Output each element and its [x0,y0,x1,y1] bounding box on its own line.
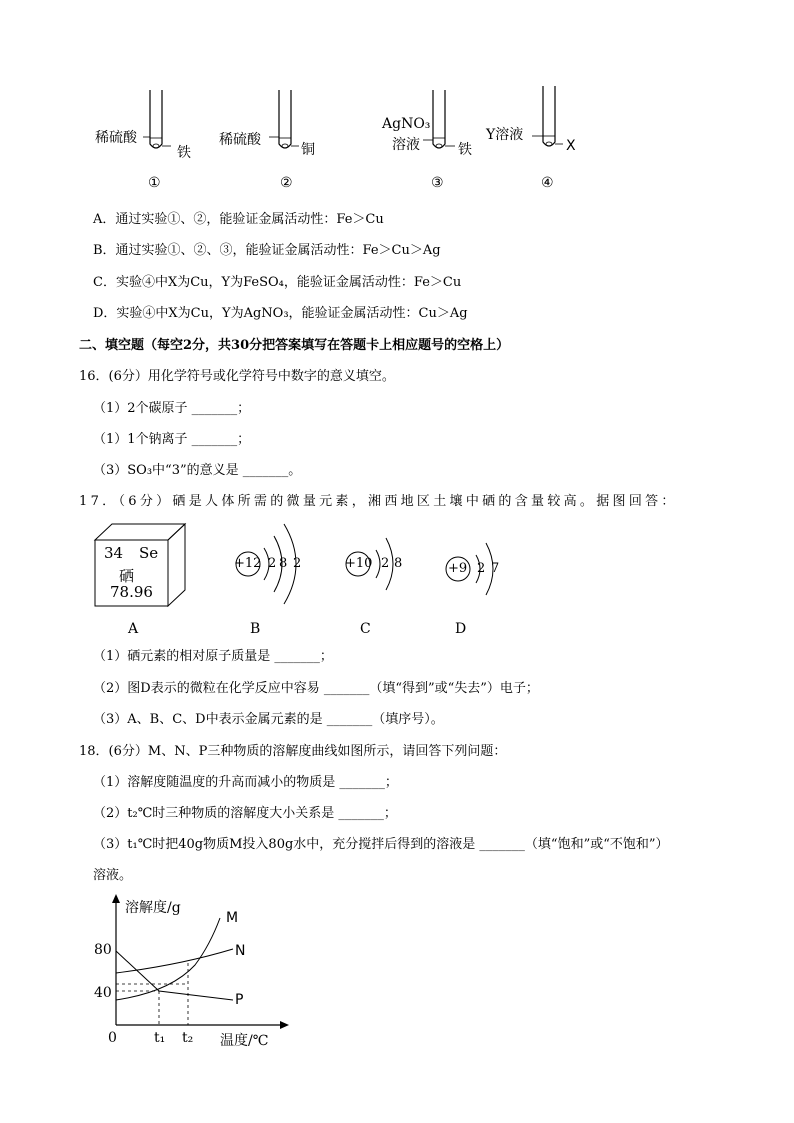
element-mass: 78.96 [110,583,153,601]
atom-c-nucleus: +10 [345,556,373,571]
test-tube-4 [532,86,563,146]
q16-item-2: （1）1个钠离子 _______； [93,432,251,447]
tube1-solution-label: 稀硫酸 [95,130,137,146]
tube4-metal-label: X [566,138,576,154]
y-tick-40: 40 [94,985,112,1001]
q17-stem: 17．（6分）硒是人体所需的微量元素，湘西地区土壤中硒的含量较高。据图回答： [79,494,678,509]
q17-item-1: （1）硒元素的相对原子质量是 _______； [93,649,333,664]
atom-b-shell-2: 8 [279,556,288,571]
label-a: A [128,621,139,637]
atom-c-shell-2: 8 [394,556,403,571]
q18-item-4: 溶液。 [93,868,133,883]
chart-x-label: 温度/℃ [220,1033,269,1049]
tube4-number: ④ [541,175,554,191]
option-d: D．实验④中X为Cu，Y为AgNO₃，能验证金属活动性：Cu＞Ag [93,306,468,321]
tube3-solution-label: 溶液 [392,137,420,153]
tube3-number: ③ [431,175,444,191]
element-name: 硒 [119,567,135,585]
tube2-solution-label: 稀硫酸 [219,132,261,148]
curve-p [116,951,233,1000]
tube1-metal-label: 铁 [177,145,191,161]
origin-label: 0 [108,1030,117,1046]
atom-b-shell-1: 2 [268,556,277,571]
tube2-metal-label: 铜 [301,142,315,158]
series-label-m: M [226,910,239,926]
option-a: A．通过实验①、②，能验证金属活动性：Fe＞Cu [93,212,384,227]
chart-y-label: 溶解度/g [125,900,181,916]
element-symbol: Se [139,544,159,562]
solubility-chart-svg [85,890,305,1060]
q16-stem: 16．(6分）用化学符号或化学符号中数字的意义填空。 [79,369,395,384]
y-tick-80: 80 [94,942,112,958]
q18-item-2: （2）t₂℃时三种物质的溶解度大小关系是 _______； [93,806,397,821]
series-label-p: P [235,992,244,1008]
tube4-solution-label: Y溶液 [486,127,524,143]
curve-m [116,918,220,1000]
element-number: 34 [104,544,124,562]
label-c: C [360,621,371,637]
option-b: B．通过实验①、②、③，能验证金属活动性：Fe＞Cu＞Ag [93,243,441,258]
q16-item-1: （1）2个碳原子 _______； [93,401,251,416]
atom-b-shell-3: 2 [293,556,302,571]
series-label-n: N [235,943,246,959]
q17-item-2: （2）图D表示的微粒在化学反应中容易 _______（填“得到”或“失去”）电子； [93,681,539,696]
tube1-number: ① [148,175,161,191]
atom-d-shell-2: 7 [491,561,500,576]
test-tube-1 [143,90,171,148]
option-c: C．实验④中X为Cu，Y为FeSO₄，能验证金属活动性：Fe＞Cu [93,275,462,290]
label-d: D [455,621,467,637]
x-tick-t1: t₁ [154,1030,166,1046]
test-tube-2 [269,90,299,148]
atom-d-shell-1: 2 [477,561,486,576]
atom-d-nucleus: +9 [448,561,468,576]
section-heading: 二、填空题（每空2分，共30分把答案填写在答题卡上相应题号的空格上） [79,338,510,353]
q18-item-3: （3）t₁℃时把40g物质M投入80g水中，充分搅拌后得到的溶液是 _______（填“饱和”或“不饱和”） [93,837,669,852]
q18-stem: 18．(6分）M、N、P三种物质的溶解度曲线如图所示，请回答下列问题： [79,744,507,759]
q17-item-3: （3）A、B、C、D中表示金属元素的是 _______（填序号）。 [93,712,444,727]
q16-item-3: （3）SO₃中“3”的意义是 _______。 [93,463,302,478]
curve-n [116,949,233,973]
tube3-solution-formula: AgNO₃ [382,116,431,132]
atom-b-nucleus: +12 [234,556,262,571]
tube3-metal-label: 铁 [458,142,472,158]
atom-c-shell-1: 2 [381,556,390,571]
tube2-number: ② [280,175,293,191]
x-tick-t2: t₂ [182,1030,194,1046]
q18-item-1: （1）溶解度随温度的升高而减小的物质是 _______； [93,775,398,790]
label-b: B [250,621,261,637]
